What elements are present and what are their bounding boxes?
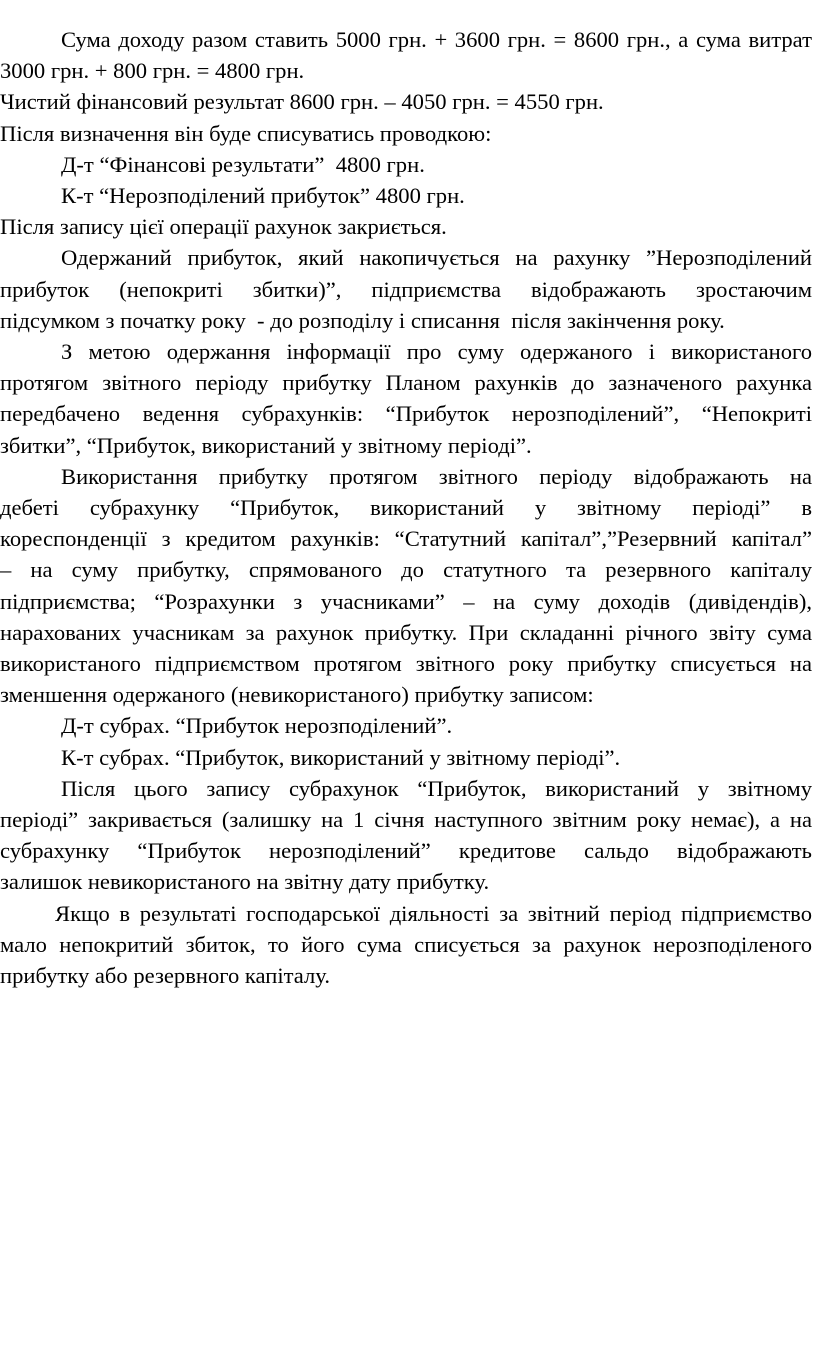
paragraph-debit-entry [0,149,812,180]
text-line: залишок невикористаного на звітну дату прибутку. [0,869,490,895]
paragraph-subaccounts [0,336,812,461]
paragraph-net-result [0,86,812,117]
text-line: підприємства; “Розрахунки з учасниками” – на суму доходів (дивідендів), [0,588,812,614]
text-line: нарахованих учасникам за рахунок прибутку. При складанні річного звіту сума [0,619,812,645]
text-line: дебеті субрахунку “Прибуток, використаний у звітному періоді” в [0,495,812,521]
text-line: Використання прибутку протягом звітного періоду відображають на [61,463,812,489]
text-line: К-т субрах. “Прибуток, використаний у звітному періоді”. [61,744,621,770]
text-line: – на суму прибутку, спрямованого до статутного та резервного капіталу [0,557,812,583]
text-line: Після запису цієї операції рахунок закриється. [0,214,447,240]
text-line: Якщо в результаті господарської діяльності за звітний період підприємство [55,900,812,926]
text-line: збитки”, “Прибуток, використаний у звітному періоді”. [0,432,532,458]
text-line: субрахунку “Прибуток нерозподілений” кредитове сальдо відображають [0,838,812,864]
paragraph-income-sum [0,24,812,86]
text-line: Чистий фінансовий результат 8600 грн. – 4050 грн. = 4550 грн. [0,89,604,115]
text-line: кореспонденції з кредитом рахунків: “Статутний капітал”,”Резервний капітал” [0,526,812,552]
paragraph-after-entry [0,773,812,898]
text-line: К-т “Нерозподілений прибуток” 4800 грн. [61,183,465,209]
text-line: Сума доходу разом ставить 5000 грн. + 3600 грн. = 8600 грн., а сума витрат [61,27,812,52]
text-line: підсумком з початку року - до розподілу і списання після закінчення року. [0,307,725,333]
paragraph-debit-subaccount [0,710,812,741]
text-line: 3000 грн. + 800 грн. = 4800 грн. [0,58,305,84]
text-line: Д-т субрах. “Прибуток нерозподілений”. [61,713,453,739]
paragraph-profit-usage [0,461,812,711]
text-line: передбачено ведення субрахунків: “Прибуток нерозподілений”, “Непокриті [0,401,812,427]
text-line: Д-т “Фінансові результати” 4800 грн. [61,151,425,177]
text-line: прибутку або резервного капіталу. [0,963,330,989]
text-line: використаного підприємством протягом звітного року прибутку списується на [0,651,812,677]
paragraph-account-closes [0,211,812,242]
paragraph-credit-subaccount [0,742,812,773]
text-line: Після визначення він буде списуватись проводкою: [0,120,492,146]
text-line: З метою одержання інформації про суму одержаного і використаного [61,339,812,365]
text-line: зменшення одержаного (невикористаного) прибутку записом: [0,682,594,708]
document-page [0,24,812,991]
text-line: прибуток (непокриті збитки)”, підприємства відображають зростаючим [0,276,812,302]
paragraph-after-determination [0,118,812,149]
paragraph-credit-entry [0,180,812,211]
paragraph-loss-case [0,898,812,992]
text-line: протягом звітного періоду прибутку Планом рахунків до зазначеного рахунка [0,370,812,396]
text-line: мало непокритий збиток, то його сума списується за рахунок нерозподіленого [0,931,812,957]
text-line: Після цього запису субрахунок “Прибуток, використаний у звітному [61,775,812,801]
text-line: періоді” закривається (залишку на 1 січня наступного звітним року немає), а на [0,807,812,833]
text-line: Одержаний прибуток, який накопичується на рахунку ”Нерозподілений [61,245,812,271]
paragraph-profit-accumulates [0,242,812,336]
